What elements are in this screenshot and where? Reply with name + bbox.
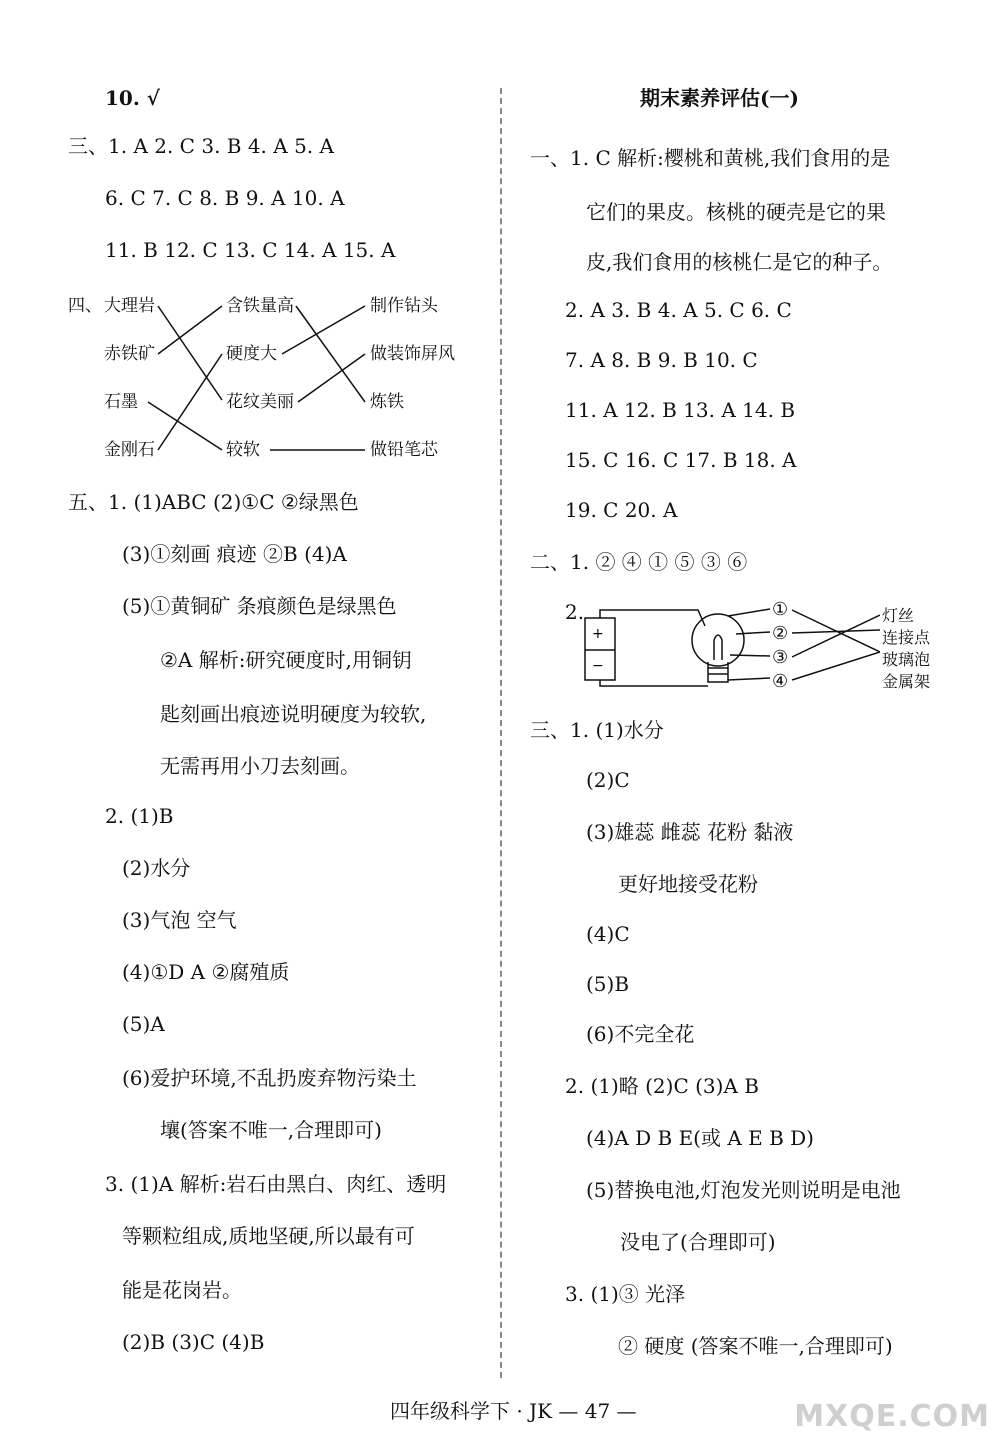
match-col1-item: 大理岩: [104, 296, 155, 316]
answer-line: (4)A D B E(或 A E B D): [586, 1126, 814, 1150]
bulb-glass: [692, 614, 744, 666]
answer-line: 它们的果皮。核桃的硬壳是它的果: [586, 200, 886, 224]
battery-minus: −: [592, 658, 604, 674]
answer-line: (6)爱护环境,不乱扔废弃物污染土: [122, 1066, 417, 1090]
answer-line: 无需再用小刀去刻画。: [160, 754, 360, 778]
answer-line: (5)替换电池,灯泡发光则说明是电池: [586, 1178, 901, 1202]
answer-line: 7. A 8. B 9. B 10. C: [565, 348, 758, 372]
answer-line: 匙刻画出痕迹说明硬度为较软,: [160, 702, 427, 726]
answer-line: (3)气泡 空气: [122, 908, 237, 932]
answer-line: 等颗粒组成,质地坚硬,所以最有可: [122, 1224, 415, 1248]
answer-line: 五、1. (1)ABC (2)①C ②绿黑色: [68, 490, 359, 514]
match-line: [298, 354, 365, 402]
match-line: [158, 354, 222, 450]
answer-line: (2)C: [586, 768, 630, 792]
match-col1-item: 赤铁矿: [104, 344, 155, 364]
answer-line: 壤(答案不唯一,合理即可): [160, 1118, 382, 1142]
answer-line: 三、1. (1)水分: [530, 718, 664, 742]
marker: ④: [772, 671, 789, 692]
answer-line: 3. (1)③ 光泽: [565, 1282, 686, 1306]
answer-line: 二、1. ② ④ ① ⑤ ③ ⑥: [530, 550, 748, 574]
answer-line: ②A 解析:研究硬度时,用铜钥: [160, 648, 412, 672]
bulb-circuit-diagram: [580, 600, 880, 695]
answer-line: 15. C 16. C 17. B 18. A: [565, 448, 797, 472]
match-col3-item: 做装饰屏风: [370, 344, 455, 364]
match-col3-item: 制作钻头: [370, 296, 438, 316]
marker: ②: [772, 623, 789, 644]
answer-line: (4)①D A ②腐殖质: [122, 960, 290, 984]
match-col2-item: 花纹美丽: [226, 392, 294, 412]
watermark: MXQE.COM: [794, 1399, 990, 1434]
bulb-label: 玻璃泡: [882, 650, 931, 669]
section-title: 期末素养评估(一): [640, 86, 799, 110]
match-col2-item: 含铁量高: [226, 296, 294, 316]
answer-line: ② 硬度 (答案不唯一,合理即可): [618, 1334, 893, 1358]
bulb-label: 金属架: [882, 672, 931, 691]
answer-line: 10. √: [105, 86, 160, 110]
answer-line: 6. C 7. C 8. B 9. A 10. A: [105, 186, 345, 210]
answer-line: (5)①黄铜矿 条痕颜色是绿黑色: [122, 594, 397, 618]
answer-line: (4)C: [586, 922, 630, 946]
answer-line: 一、1. C 解析:樱桃和黄桃,我们食用的是: [530, 146, 891, 170]
match-col2-item: 硬度大: [226, 344, 277, 364]
answer-line: 2. (1)略 (2)C (3)A B: [565, 1074, 759, 1098]
match-line: [296, 306, 365, 402]
battery-plus: +: [592, 626, 604, 642]
section-marker: 四、: [68, 296, 102, 316]
answer-line: 2. (1)B: [105, 804, 174, 828]
answer-line: 三、1. A 2. C 3. B 4. A 5. A: [68, 134, 334, 158]
match-col2-item: 较软: [226, 440, 260, 460]
answer-line: 能是花岗岩。: [122, 1278, 242, 1302]
answer-line: 11. B 12. C 13. C 14. A 15. A: [105, 238, 396, 262]
answer-line: 11. A 12. B 13. A 14. B: [565, 398, 796, 422]
answer-line: (2)水分: [122, 856, 191, 880]
answer-line: (3)雄蕊 雌蕊 花粉 黏液: [586, 820, 794, 844]
answer-line: (3)①刻画 痕迹 ②B (4)A: [122, 542, 347, 566]
match-line: [158, 306, 222, 354]
answer-line: 3. (1)A 解析:岩石由黑白、肉红、透明: [105, 1172, 447, 1196]
answer-line: 19. C 20. A: [565, 498, 678, 522]
answer-line: 更好地接受花粉: [618, 872, 758, 896]
answer-line: 没电了(合理即可): [620, 1230, 776, 1254]
answer-line: (2)B (3)C (4)B: [122, 1330, 265, 1354]
match-col1-item: 金刚石: [104, 440, 155, 460]
question-number: 2.: [565, 600, 585, 624]
match-col1-item: 石墨: [104, 392, 138, 412]
marker: ③: [772, 647, 789, 668]
match-line: [158, 306, 222, 400]
answer-line: 2. A 3. B 4. A 5. C 6. C: [565, 298, 792, 322]
marker: ①: [772, 599, 789, 620]
match-col3-item: 做铅笔芯: [370, 440, 438, 460]
answer-line: (6)不完全花: [586, 1022, 695, 1046]
bulb-label: 灯丝: [882, 606, 915, 625]
answer-line: (5)A: [122, 1012, 165, 1036]
answer-line: (5)B: [586, 972, 630, 996]
match-col3-item: 炼铁: [370, 392, 404, 412]
page-footer: 四年级科学下 · JK — 47 —: [390, 1399, 637, 1423]
match-line: [282, 306, 365, 354]
answer-line: 皮,我们食用的核桃仁是它的种子。: [586, 250, 893, 274]
bulb-label: 连接点: [882, 628, 931, 647]
